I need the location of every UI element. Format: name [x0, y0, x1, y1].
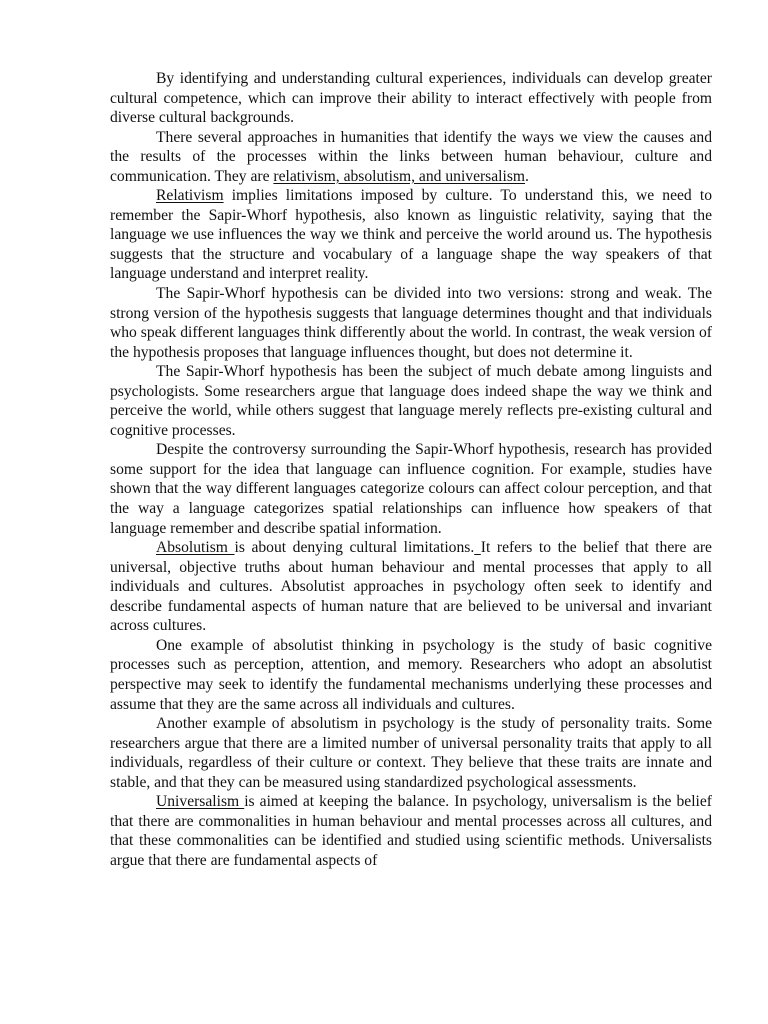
- text-segment: implies limitations imposed by culture. To understand this, we need to remember the Sapir-Whorf hypothesis, also known as linguistic relativity, saying that the language we use influences the way we think and perceive the world around us. The hypothesis suggests that the structure and vocabulary of a language shape the way speakers of that language understand and interpret reality.: [110, 187, 712, 283]
- paragraph-hypothesis-versions: [110, 284, 712, 362]
- text-segment: The Sapir-Whorf hypothesis has been the subject of much debate among linguists and psychologists. Some researchers argue that language does indeed shape the way we think and perceive the world, while others suggest that language merely reflects pre-existing cultural and cognitive processes.: [110, 363, 712, 439]
- paragraph-relativism: [110, 186, 712, 284]
- paragraph-approaches: [110, 128, 712, 187]
- paragraph-cognitive-processes: [110, 636, 712, 714]
- text-segment: is aimed at keeping the balance. In psychology, universalism is the belief that there are commonalities in human behaviour and mental processes across all cultures, and that these commonalities can be identified and studied using scientific methods. Universalists argue that there are fundamental aspects of: [110, 793, 712, 869]
- text-segment: .: [525, 167, 529, 185]
- paragraph-universalism: [110, 792, 712, 870]
- paragraph-absolutism: [110, 538, 712, 636]
- underlined-term-absolutism: Absolutism: [156, 539, 235, 557]
- underlined-term-universalism: Universalism: [156, 793, 245, 811]
- paragraph-cultural-competence: [110, 69, 712, 128]
- text-segment: The Sapir-Whorf hypothesis can be divided into two versions: strong and weak. The strong version of the hypothesis suggests that language determines thought and that individuals who speak different languages think differently about the world. In contrast, the weak version of the hypothesis proposes that language influences thought, but does not determine it.: [110, 285, 712, 361]
- text-segment: is about denying cultural limitations.: [234, 539, 475, 557]
- underlined-approaches-list: relativism, absolutism, and universalism: [273, 167, 526, 185]
- paragraph-research-support: [110, 440, 712, 538]
- text-segment: It refers to the belief that there are universal, objective truths about human behaviour and mental processes that apply to all individuals and cultures. Absolutist approaches in psychology often seek to identify and describe fundamental aspects of human nature that are believed to be universal and invariant across cultures.: [110, 539, 712, 635]
- text-segment: One example of absolutist thinking in psychology is the study of basic cognitive processes such as perception, attention, and memory. Researchers who adopt an absolutist perspective may seek to identify the fundamental mechanisms underlying these processes and assume that they are the same across all individuals and cultures.: [110, 636, 712, 713]
- text-segment: By identifying and understanding cultural experiences, individuals can develop greater cultural competence, which can improve their ability to interact effectively with people from diverse cultural backgrounds.: [110, 70, 712, 127]
- text-segment: Despite the controversy surrounding the Sapir-Whorf hypothesis, research has provided some support for the idea that language can influence cognition. For example, studies have shown that the way different languages categorize colours can affect colour perception, and that the way a language categorizes spatial relationships can influence how speakers of that language remember and describe spatial information.: [110, 441, 712, 537]
- text-segment: There several approaches in humanities that identify the ways we view the causes and the results of the processes within the links between human behaviour, culture and communication. They are: [110, 128, 712, 185]
- paragraph-personality-traits: [110, 714, 712, 792]
- document-page: [110, 69, 712, 870]
- text-segment: Another example of absolutism in psychology is the study of personality traits. Some researchers argue that there are a limited number of universal personality traits that apply to all individuals, regardless of their culture or context. They believe that these traits are innate and stable, and that they can be measured using standardized psychological assessments.: [110, 715, 712, 791]
- paragraph-hypothesis-debate: [110, 362, 712, 440]
- underlined-term-relativism: Relativism: [156, 187, 224, 205]
